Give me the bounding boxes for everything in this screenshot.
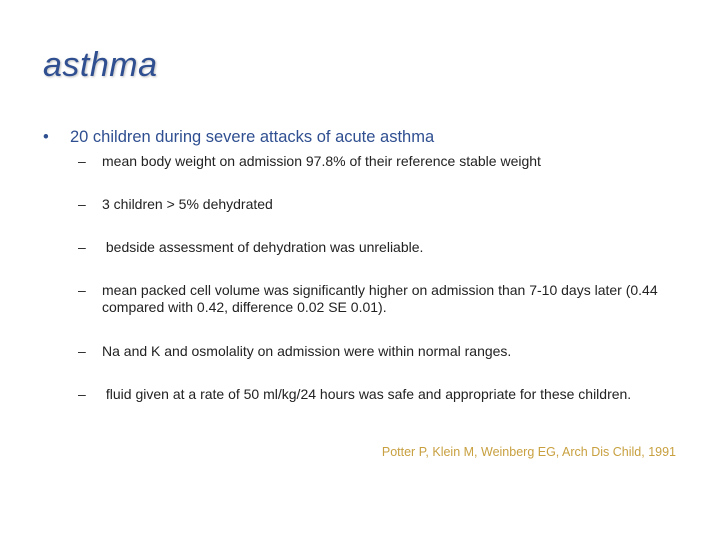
sub-bullet-dehydrated [78, 196, 688, 213]
dash-marker: – [78, 153, 86, 169]
sub-bullet-text: mean body weight on admission 97.8% of their reference stable weight [102, 153, 541, 169]
sub-bullet-packed-cell-volume [78, 282, 688, 316]
sub-bullet-body-weight [78, 153, 688, 170]
main-bullet [43, 128, 434, 147]
sub-bullet-text: bedside assessment of dehydration was unreliable. [102, 239, 424, 255]
sub-bullet-text: 3 children > 5% dehydrated [102, 196, 273, 212]
dash-marker: – [78, 196, 86, 212]
citation: Potter P, Klein M, Weinberg EG, Arch Dis Child, 1991 [381, 445, 676, 459]
dash-marker: – [78, 343, 86, 359]
sub-bullet-text: Na and K and osmolality on admission were within normal ranges. [102, 343, 512, 359]
main-bullet-text: 20 children during severe attacks of acute asthma [70, 128, 435, 146]
sub-bullet-fluid-rate [78, 386, 688, 403]
sub-bullet-text: mean packed cell volume was significantly higher on admission than 7-10 days later (0.44 compared with 0.42, difference 0.02 SE 0.01). [102, 282, 658, 315]
slide-title: asthma [43, 46, 158, 84]
dash-marker: – [78, 282, 86, 298]
dash-marker: – [78, 386, 86, 402]
sub-bullet-text: fluid given at a rate of 50 ml/kg/24 hours was safe and appropriate for these children. [102, 386, 632, 402]
sub-bullet-bedside-assessment [78, 239, 688, 256]
sub-bullet-electrolytes [78, 343, 688, 360]
bullet-marker: • [43, 128, 49, 146]
dash-marker: – [78, 239, 86, 255]
